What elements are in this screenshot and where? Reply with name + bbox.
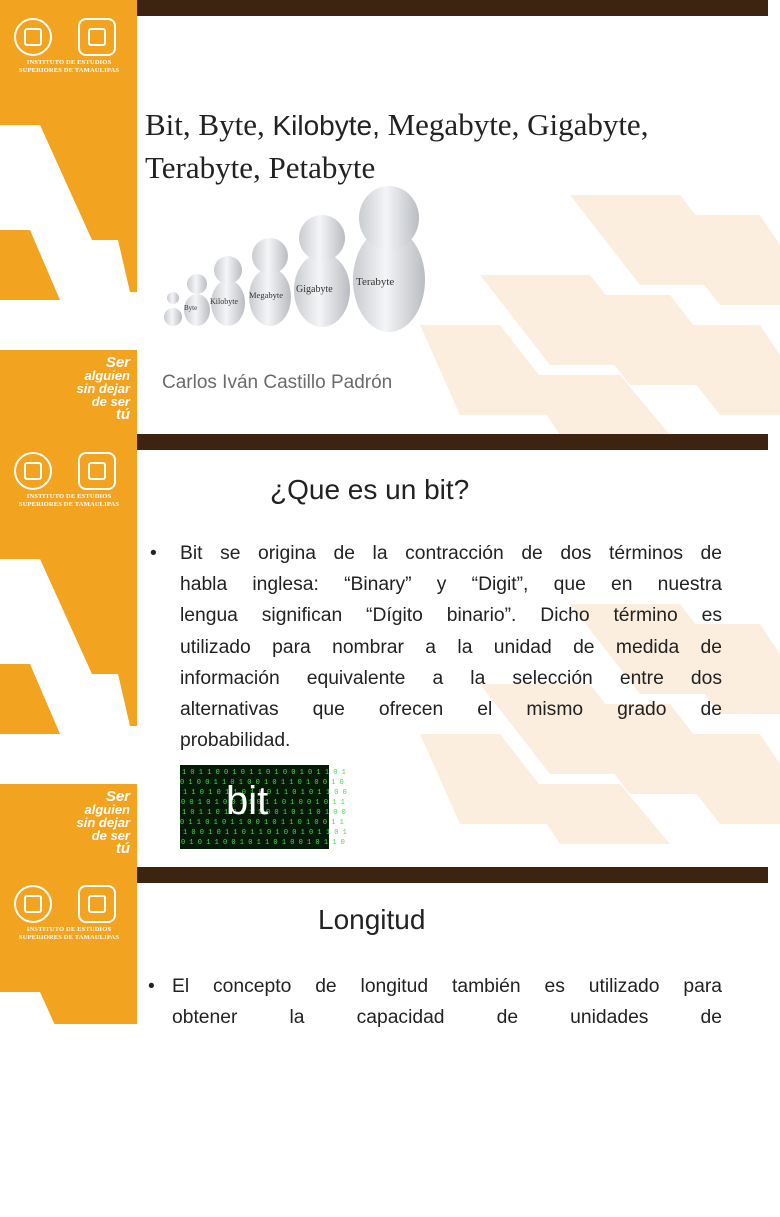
svg-text:1 0 1 1 0 0 1 0 1 1 0 1 0 0 1: 1 0 1 1 0 0 1 0 1 1 0 1 0 0 1 0 1 1 0 1 xyxy=(182,769,346,777)
institution-logo xyxy=(8,885,130,943)
emblem-icon xyxy=(78,18,116,56)
big-letter-graphic xyxy=(0,120,137,350)
slide-title-text: Bit, Byte, Kilobyte, Megabyte, Gigabyte, Terabyte, Petabyte xyxy=(145,107,649,185)
doll-label-kilobyte: Kilobyte xyxy=(210,297,238,306)
doll-label-megabyte: Megabyte xyxy=(249,290,283,300)
doll-label-gigabyte: Gigabyte xyxy=(296,284,333,295)
bullet-icon: • xyxy=(150,543,157,564)
svg-text:0 0 1 0 1 0 0 1 1 0 1 1 0 1 0: 0 0 1 0 1 0 0 1 1 0 1 1 0 1 0 0 1 0 1 1 xyxy=(181,799,345,807)
institution-name: INSTITUTO DE ESTUDIOS SUPERIORES DE TAMAULIPAS xyxy=(18,493,120,508)
slide-title xyxy=(0,0,768,434)
sidebar xyxy=(0,867,137,1024)
author-name: Carlos Iván Castillo Padrón xyxy=(162,372,393,393)
institution-name: INSTITUTO DE ESTUDIOS SUPERIORES DE TAMAULIPAS xyxy=(18,926,120,941)
sidebar xyxy=(0,0,137,434)
seal-icon xyxy=(14,452,52,490)
binary-code-image xyxy=(180,765,347,849)
big-letter-graphic xyxy=(0,987,137,1217)
emblem-icon xyxy=(78,452,116,490)
top-bar xyxy=(137,434,768,450)
motto: Ser alguien sin dejar de ser tú xyxy=(76,788,130,857)
sidebar xyxy=(0,434,137,868)
slide-heading: Longitud xyxy=(318,904,426,935)
bullet-paragraph: • Bit se origina de la contracción de dos términos de habla inglesa: “Binary” y “Digit”, que en nuestra lengua significan “Dígito binario”. Dicho término es utilizado para nombrar a la unidad de medida de información equivalente a la selección entre dos alternativas que ofrecen el mismo grado de probabilidad. xyxy=(150,538,722,756)
bullet-icon: • xyxy=(148,976,155,997)
seal-icon xyxy=(14,885,52,923)
seal-icon xyxy=(14,18,52,56)
top-bar xyxy=(137,867,768,883)
institution-logo xyxy=(8,452,130,510)
svg-text:0 1 1 0 1 0 1 1 0 0 1 0 1 1 0: 0 1 1 0 1 0 1 1 0 0 1 0 1 1 0 1 0 0 1 1 xyxy=(180,819,344,827)
doll-label-byte: Byte xyxy=(184,304,198,312)
svg-text:0 1 0 0 1 1 0 1 0 0 1 0 1 1 0: 0 1 0 0 1 1 0 1 0 0 1 0 1 1 0 1 0 0 1 0 xyxy=(180,779,344,787)
motto: Ser alguien sin dejar de ser tú xyxy=(76,354,130,423)
bullet-paragraph: • El concepto de longitud también es utilizado para obtener la capacidad de unidades de xyxy=(148,971,722,1033)
svg-text:0 1 0 1 1 0 0 1 0 1 1 0 1 0 0: 0 1 0 1 1 0 0 1 0 1 1 0 1 0 0 1 0 1 1 0 xyxy=(181,839,345,847)
weave-pattern xyxy=(420,175,780,435)
institution-logo xyxy=(8,18,130,76)
doll-label-terabyte: Terabyte xyxy=(356,276,395,288)
svg-text:1 0 1 1 0 1 0 0 1 1 0 0 1 0 1: 1 0 1 1 0 1 0 0 1 1 0 0 1 0 1 1 0 1 0 0 xyxy=(182,809,346,817)
slide-what-is-bit xyxy=(0,434,768,868)
top-bar xyxy=(137,0,768,16)
slide-heading: ¿Que es un bit? xyxy=(270,474,470,505)
bit-label: bit xyxy=(226,779,269,823)
svg-text:1 1 0 1 0 1 1 0 1 0 0 1 1 0 1: 1 1 0 1 0 1 1 0 1 0 0 1 1 0 1 0 1 1 0 0 xyxy=(183,789,347,797)
institution-name: INSTITUTO DE ESTUDIOS SUPERIORES DE TAMAULIPAS xyxy=(18,59,120,74)
slide-longitud xyxy=(0,867,768,1029)
emblem-icon xyxy=(78,885,116,923)
nesting-dolls-image xyxy=(160,180,438,340)
big-letter-graphic xyxy=(0,554,137,784)
svg-text:1 0 0 1 0 1 1 0 1 1 0 1 0 0 1: 1 0 0 1 0 1 1 0 1 1 0 1 0 0 1 0 1 1 0 1 xyxy=(183,829,347,837)
